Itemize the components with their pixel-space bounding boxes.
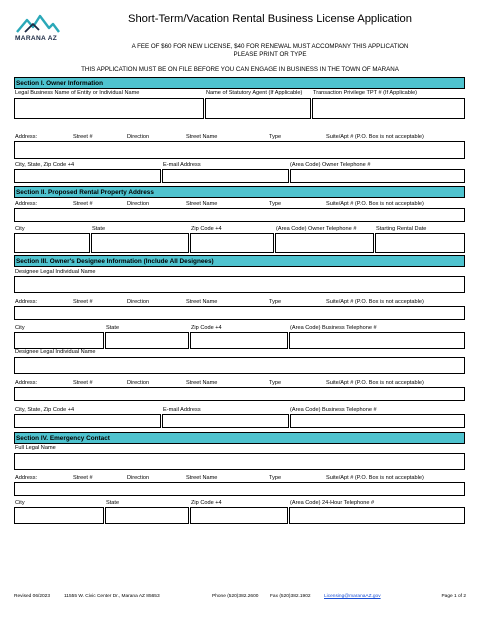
address-label: Address:: [15, 475, 38, 481]
street-num-label: Street #: [73, 201, 93, 207]
phone-24-label: (Area Code) 24-Hour Telephone #: [290, 500, 375, 506]
s3-state-field-1[interactable]: [105, 332, 189, 349]
owner-phone-label: (Area Code) Owner Telephone #: [276, 226, 357, 232]
s4-state-field[interactable]: [105, 507, 189, 524]
s3-address-field-1[interactable]: [14, 306, 465, 320]
s3-designee-row-2: [14, 349, 465, 376]
tpt-label: Transaction Privilege TPT # (If Applicable): [313, 90, 418, 96]
zip-label: Zip Code +4: [191, 325, 222, 331]
s2-state-field[interactable]: [91, 233, 189, 253]
revised-date: Revised 06/2023: [14, 594, 51, 599]
type-label: Type: [269, 134, 282, 140]
section-2-header: Section II. Proposed Rental Property Address: [14, 186, 465, 198]
state-label: State: [106, 500, 120, 506]
city-state-zip-label: City, State, Zip Code +4: [15, 407, 75, 413]
designee-name-label: Designee Legal Individual Name: [15, 269, 96, 275]
application-form: [14, 77, 465, 526]
state-label: State: [92, 226, 106, 232]
mountain-logo-icon: [15, 12, 61, 36]
designee-name-label: Designee Legal Individual Name: [15, 349, 96, 355]
direction-label: Direction: [127, 134, 150, 140]
suite-label: Suite/Apt # (P.O. Box is not acceptable): [326, 299, 424, 305]
fee-notice: [60, 43, 480, 59]
s2-city-row: [14, 220, 465, 254]
owner-phone-label: (Area Code) Owner Telephone #: [290, 162, 371, 168]
s2-phone-field[interactable]: [275, 233, 374, 253]
s1-owner-phone-field[interactable]: [290, 169, 465, 183]
legal-name-field[interactable]: [14, 98, 204, 119]
email-label: E-mail Address: [163, 407, 201, 413]
statutory-agent-label: Name of Statutory Agent (If Applicable): [206, 90, 303, 96]
address-label: Address:: [15, 299, 38, 305]
fee-line: A FEE OF $60 FOR NEW LICENSE, $40 FOR RENEWAL MUST ACCOMPANY THIS APPLICATION: [131, 43, 409, 50]
s4-zip-field[interactable]: [190, 507, 288, 524]
street-name-label: Street Name: [186, 299, 218, 305]
page-title: Short-Term/Vacation Rental Business License Application: [128, 13, 412, 25]
s3-business-phone-field-1[interactable]: [289, 332, 465, 349]
s3-email-field[interactable]: [162, 414, 289, 428]
s2-address-row: [14, 198, 465, 220]
street-name-label: Street Name: [186, 380, 218, 386]
s3-designee-row-1: [14, 267, 465, 295]
town-address: 11555 W. Civic Center Dr., Marana AZ 85653: [64, 594, 160, 599]
street-num-label: Street #: [73, 134, 93, 140]
zip-label: Zip Code +4: [191, 226, 222, 232]
s1-city-state-zip-field[interactable]: [14, 169, 161, 183]
town-fax: Fax (520)382.1902: [270, 594, 311, 599]
s3-zip-field-1[interactable]: [190, 332, 288, 349]
s3-designee-name-field-2[interactable]: [14, 357, 465, 374]
section-4-header: Section IV. Emergency Contact: [14, 432, 465, 444]
s3-city-field-1[interactable]: [14, 332, 104, 349]
s1-address-row: [14, 121, 465, 153]
street-num-label: Street #: [73, 475, 93, 481]
suite-label: Suite/Apt # (P.O. Box is not acceptable): [326, 201, 424, 207]
s4-address-field[interactable]: [14, 482, 465, 496]
city-label: City: [15, 500, 25, 506]
start-date-label: Starting Rental Date: [376, 226, 427, 232]
street-num-label: Street #: [73, 380, 93, 386]
business-phone-label: (Area Code) Business Telephone #: [290, 407, 377, 413]
s3-address-field-2[interactable]: [14, 387, 465, 401]
s1-name-row: [14, 89, 465, 121]
s4-full-name-field[interactable]: [14, 453, 465, 470]
s3-city-row-2: [14, 400, 465, 431]
licensing-email-link[interactable]: Licensing@maranaAZ.gov: [324, 594, 381, 599]
statutory-agent-field[interactable]: [205, 98, 311, 119]
s2-start-date-field[interactable]: [375, 233, 465, 253]
section-1-header: Section I. Owner Information: [14, 77, 465, 89]
full-name-label: Full Legal Name: [15, 445, 56, 451]
s2-city-field[interactable]: [14, 233, 90, 253]
s4-name-row: [14, 444, 465, 471]
legal-name-label: Legal Business Name of Entity or Individual Name: [15, 90, 140, 96]
on-file-notice: THIS APPLICATION MUST BE ON FILE BEFORE YOU CAN ENGAGE IN BUSINESS IN THE TOWN OF MARANA: [81, 66, 399, 73]
s4-address-row: [14, 471, 465, 496]
address-label: Address:: [15, 201, 38, 207]
direction-label: Direction: [127, 380, 150, 386]
print-or-type-line: PLEASE PRINT OR TYPE: [233, 51, 307, 58]
type-label: Type: [269, 475, 282, 481]
street-name-label: Street Name: [186, 201, 218, 207]
page-number: Page 1 of 2: [441, 594, 466, 599]
street-name-label: Street Name: [186, 134, 218, 140]
state-label: State: [106, 325, 120, 331]
s2-zip-field[interactable]: [190, 233, 274, 253]
s1-city-row: [14, 153, 465, 183]
town-phone: Phone (520)382.2600: [212, 594, 259, 599]
s4-phone-24-field[interactable]: [289, 507, 465, 524]
s3-city-row-1: [14, 319, 465, 349]
business-phone-label: (Area Code) Business Telephone #: [290, 325, 377, 331]
suite-label: Suite/Apt # (P.O. Box is not acceptable): [326, 475, 424, 481]
s4-city-row: [14, 496, 465, 526]
street-num-label: Street #: [73, 299, 93, 305]
town-logo: [15, 12, 61, 42]
s3-address-row-2: [14, 376, 465, 400]
email-label: E-mail Address: [163, 162, 201, 168]
section-3-header: Section III. Owner's Designee Information (Include All Designees): [14, 255, 465, 267]
zip-label: Zip Code +4: [191, 500, 222, 506]
street-name-label: Street Name: [186, 475, 218, 481]
s4-city-field[interactable]: [14, 507, 104, 524]
type-label: Type: [269, 201, 282, 207]
tpt-field[interactable]: [312, 98, 465, 119]
direction-label: Direction: [127, 299, 150, 305]
address-label: Address:: [15, 380, 38, 386]
direction-label: Direction: [127, 475, 150, 481]
city-label: City: [15, 325, 25, 331]
suite-label: Suite/Apt # (P.O. Box is not acceptable): [326, 134, 424, 140]
city-label: City: [15, 226, 25, 232]
s3-city-state-zip-field[interactable]: [14, 414, 161, 428]
type-label: Type: [269, 380, 282, 386]
s3-business-phone-field-2[interactable]: [290, 414, 465, 428]
logo-text: MARANA AZ: [15, 35, 58, 42]
s3-designee-name-field-1[interactable]: [14, 276, 465, 293]
type-label: Type: [269, 299, 282, 305]
s1-email-field[interactable]: [162, 169, 289, 183]
suite-label: Suite/Apt # (P.O. Box is not acceptable): [326, 380, 424, 386]
address-label: Address:: [15, 134, 38, 140]
s3-address-row-1: [14, 295, 465, 319]
city-state-zip-label: City, State, Zip Code +4: [15, 162, 75, 168]
direction-label: Direction: [127, 201, 150, 207]
